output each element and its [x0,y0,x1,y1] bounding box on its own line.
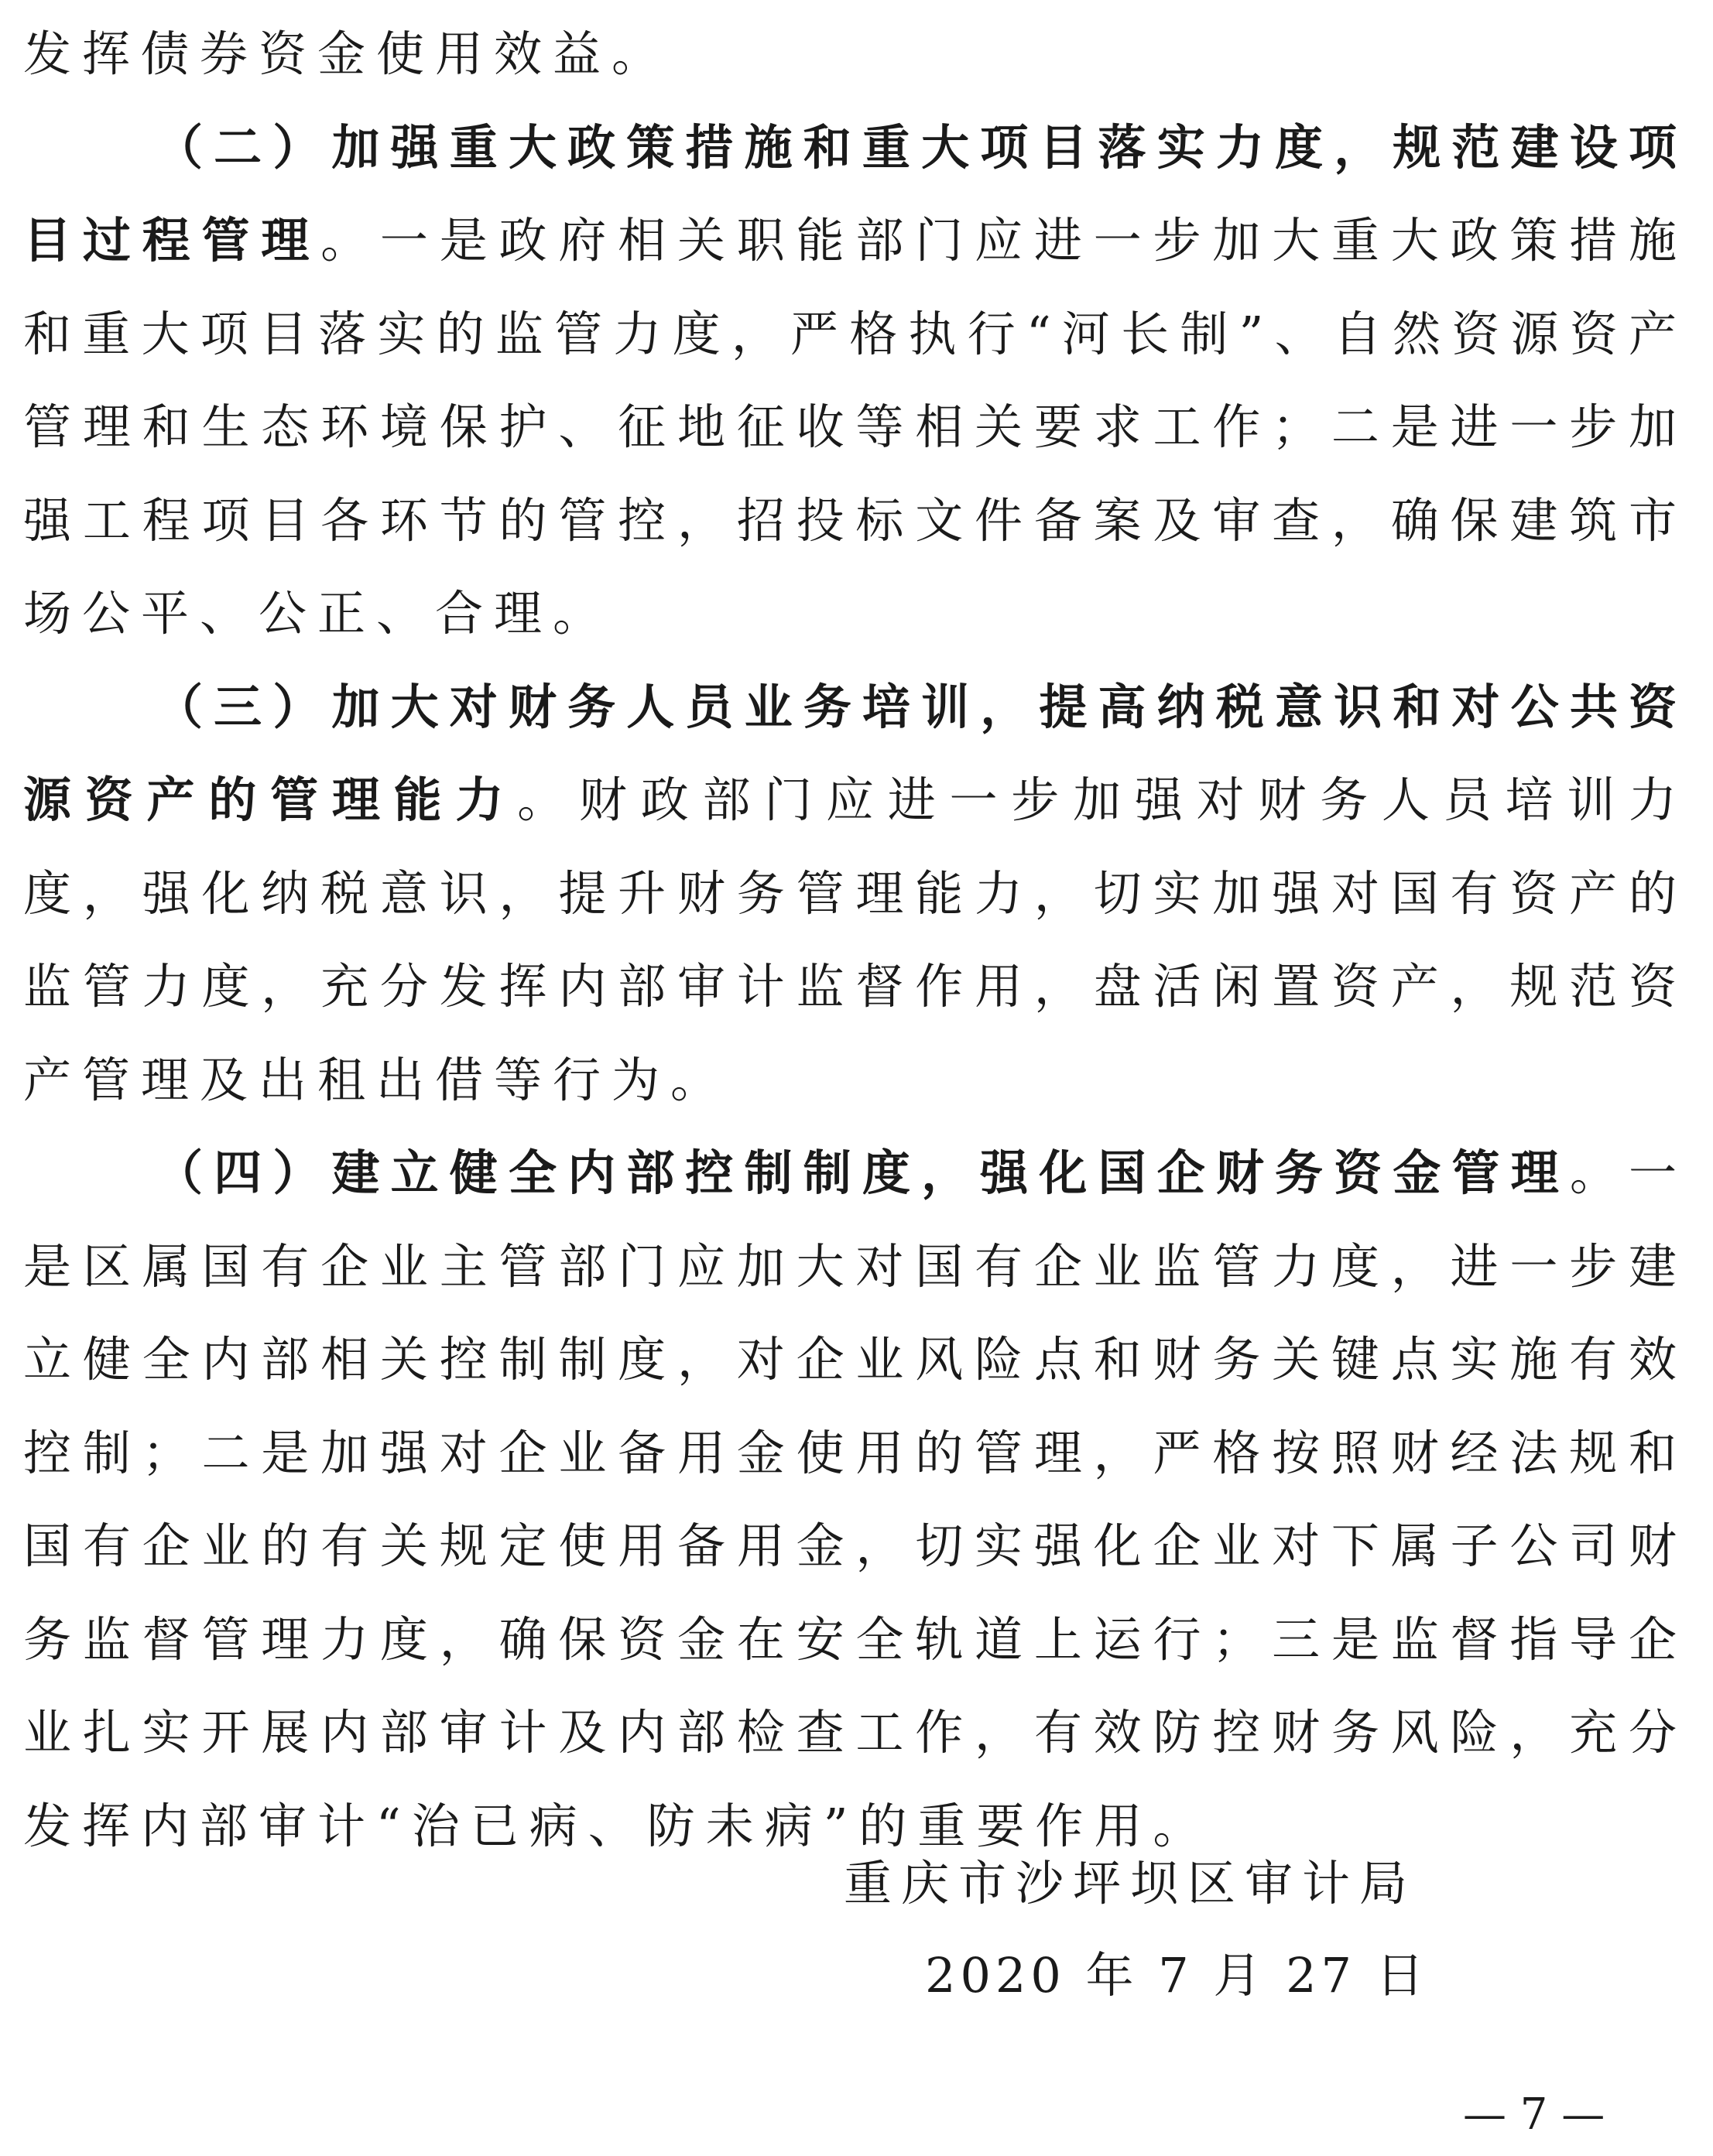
page-number: — 7 — [1463,2089,1605,2140]
section-2-body: 。一是政府相关职能部门应进一步加大重大政策措施和重大项目落实的监管力度，严格执行“河长制”、自然资源资产管理和生态环境保护、征地征收等相关要求工作；二是进一步加强工程项目各环节的管控，招投标文件备案及审查，确保建筑市场公平、公正、合理。 [23,212,1687,642]
section-2-heading: （二）加强重大政策措施和重大项目落实力度，规范建设项目过程管理 [23,118,1687,269]
section-3-heading: （三）加大对财务人员业务培训，提高纳税意识和对公共资源资产的管理能力 [23,678,1687,828]
section-4-paragraph [23,1127,1687,1873]
opening-line: 发挥债券资金使用效益。 [23,26,671,82]
section-4-heading: （四）建立健全内部控制制度，强化国企财务资金管理 [155,1145,1570,1201]
section-4-body: 。一是区属国有企业主管部门应加大对国有企业监管力度，进一步建立健全内部相关控制制度，对企业风险点和财务关键点实施有效控制；二是加强对企业备用金使用的管理，严格按照财经法规和国有企业的有关规定使用备用金，切实强化企业对下属子公司财务监督管理力度，确保资金在安全轨道上运行；三是监督指导企业扎实开展内部审计及内部检查工作，有效防控财务风险，充分发挥内部审计“治已病、防未病”的重要作用。 [23,1145,1687,1854]
section-3-paragraph [23,661,1687,1128]
issuer-signature: 重庆市沙坪坝区审计局 [844,1855,1417,1911]
issue-date: 2020 年 7 月 27 日 [925,1947,1429,2004]
section-3-body: 。财政部门应进一步加强对财务人员培训力度，强化纳税意识，提升财务管理能力，切实加强对国有资产的监管力度，充分发挥内部审计监督作用，盘活闲置资产，规范资产管理及出租出借等行为。 [23,772,1687,1108]
document-page [23,0,1687,1873]
section-2-paragraph [23,101,1687,661]
